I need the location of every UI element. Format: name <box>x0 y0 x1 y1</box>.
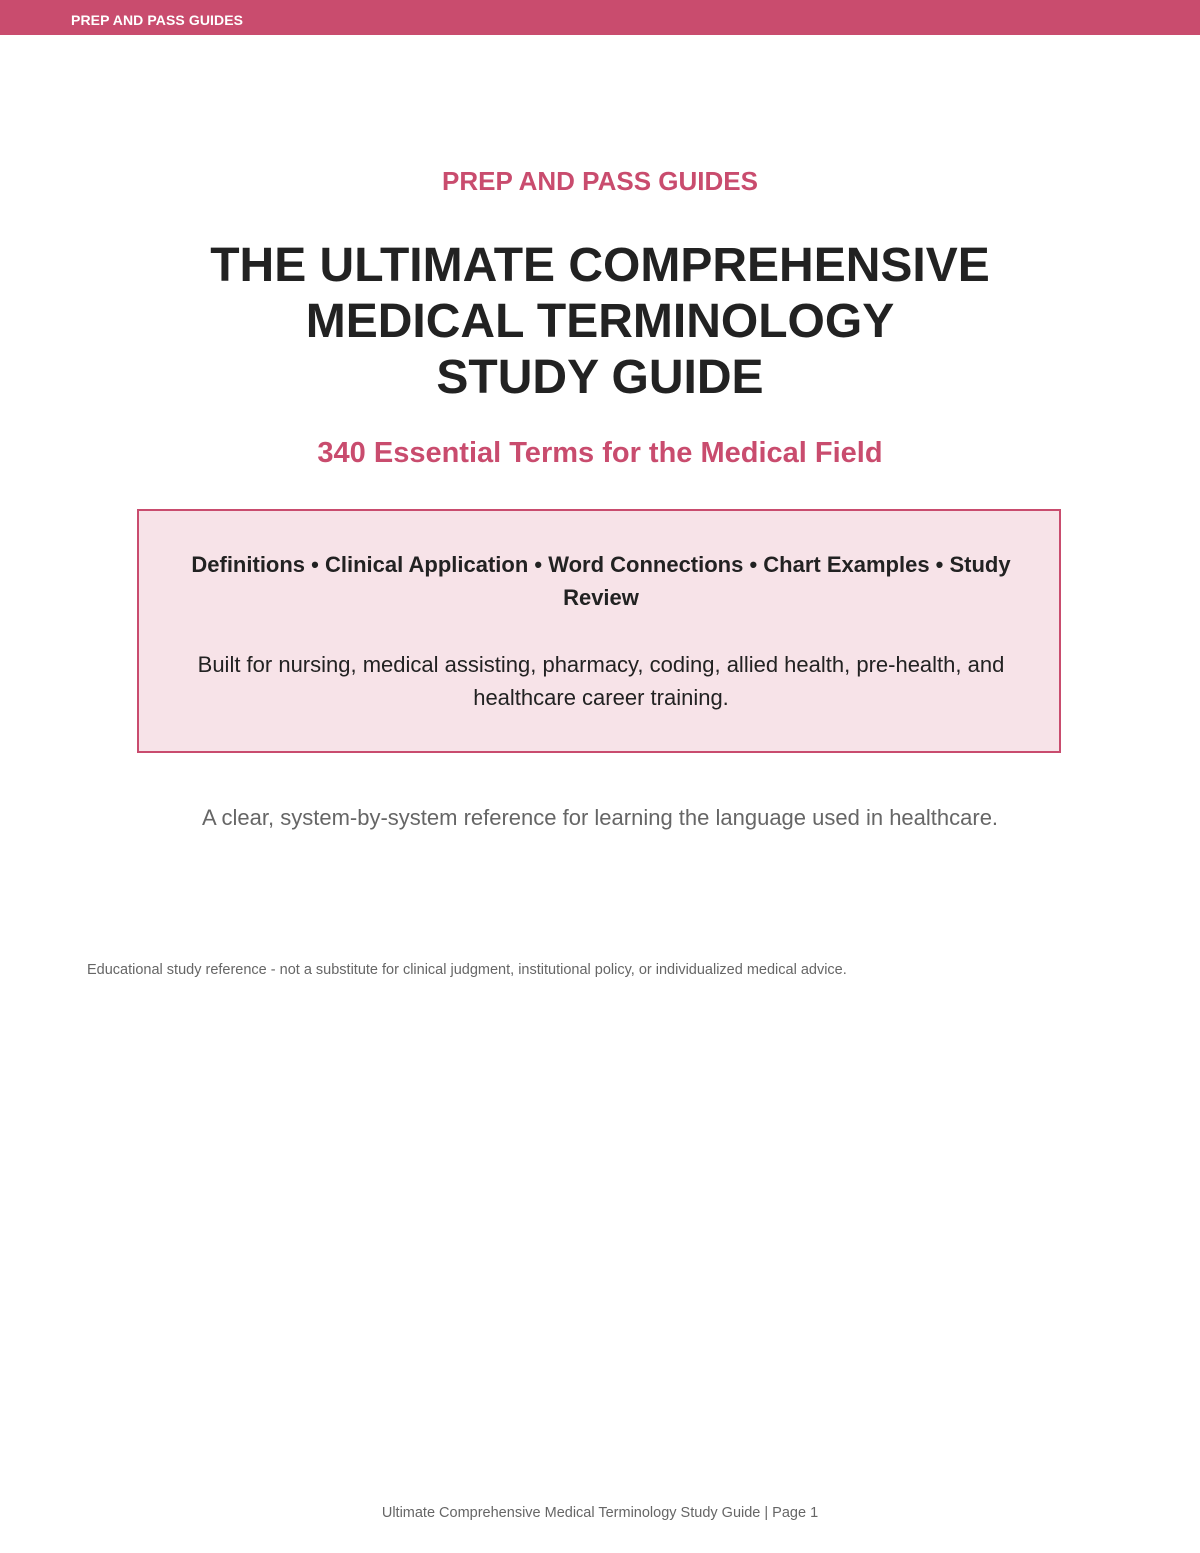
publisher-name: PREP AND PASS GUIDES <box>442 166 758 196</box>
feature-list: Definitions • Clinical Application • Word Connections • Chart Examples • Study Review <box>191 552 1011 610</box>
cover-title-line: MEDICAL TERMINOLOGY <box>305 295 895 348</box>
disclaimer-note: Educational study reference - not a substitute for clinical judgment, institutional policy, or individualized medical advice. <box>87 962 847 978</box>
feature-callout-box <box>137 509 1061 753</box>
cover-title <box>0 238 1200 406</box>
page-footer: Ultimate Comprehensive Medical Terminology Study Guide | Page 1 <box>381 1505 819 1521</box>
cover-title-line: THE ULTIMATE COMPREHENSIVE <box>210 239 990 292</box>
audience-description: Built for nursing, medical assisting, pharmacy, coding, allied health, pre-health, and healthcare career training. <box>197 652 1005 710</box>
header-brand-label: PREP AND PASS GUIDES <box>71 12 244 28</box>
cover-tagline: A clear, system-by-system reference for learning the language used in healthcare. <box>201 805 999 830</box>
cover-title-line: STUDY GUIDE <box>436 351 764 404</box>
cover-subtitle: 340 Essential Terms for the Medical Field <box>317 437 883 469</box>
top-header-band <box>0 0 1200 35</box>
